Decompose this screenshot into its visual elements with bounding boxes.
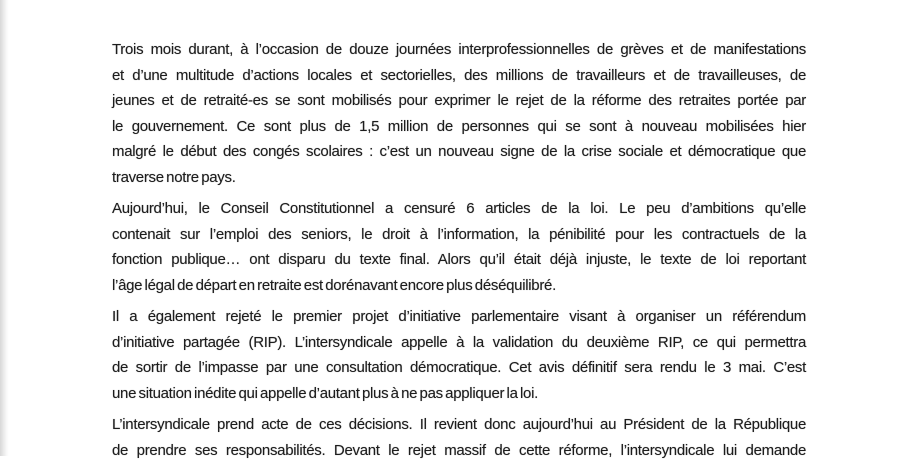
text-line: Trois mois durant, à l’occasion de douze journées interprofessionnelles de grèves et de manifestations [112, 41, 806, 58]
text-line: Aujourd’hui, le Conseil Constitutionnel a censuré 6 articles de la loi. Le peu d’ambitions qu’elle [112, 200, 806, 217]
text-line: une situation inédite qui appelle d’autant plus à ne pas appliquer la loi. [112, 384, 538, 402]
text-line: de prendre ses responsabilités. Devant le rejet massif de cette réforme, l’intersyndicale lui demande [112, 441, 806, 459]
text-line: traverse notre pays. [112, 168, 236, 186]
paragraph [112, 196, 806, 298]
text-line: de sortir de l’impasse par une consultation démocratique. Cet avis définitif sera rendu le 3 mai. C’est [112, 359, 806, 376]
document-text-block [112, 37, 806, 469]
text-line: malgré le début des congés scolaires : c’est un nouveau signe de la crise sociale et démocratique que [112, 143, 806, 160]
paragraph [112, 37, 806, 190]
text-line: L’intersyndicale prend acte de ces décisions. Il revient donc aujourd’hui au Président de la République [112, 416, 806, 433]
text-line: d’initiative partagée (RIP). L’intersyndicale appelle à la validation du deuxième RIP, ce qui permettra [112, 333, 806, 351]
text-line: le gouvernement. Ce sont plus de 1,5 million de personnes qui se sont à nouveau mobilisées hier [112, 117, 806, 135]
paragraph [112, 304, 806, 406]
text-line: et d’une multitude d’actions locales et sectorielles, des millions de travailleurs et de travailleuses, de [112, 66, 806, 84]
text-line: jeunes et de retraité-es se sont mobilisés pour exprimer le rejet de la réforme des retraites portée par [112, 92, 806, 109]
paragraph [112, 412, 806, 463]
page-left-edge-shadow [0, 0, 9, 456]
text-line: Il a également rejeté le premier projet d’initiative parlementaire visant à organiser un référendum [112, 308, 806, 325]
text-line: l’âge légal de départ en retraite est dorénavant encore plus déséquilibré. [112, 276, 556, 294]
text-line: contenait sur l’emploi des seniors, le droit à l’information, la pénibilité pour les contractuels de la [112, 225, 806, 243]
text-line: fonction publique… ont disparu du texte final. Alors qu’il était déjà injuste, le texte de loi reportant [112, 251, 806, 268]
